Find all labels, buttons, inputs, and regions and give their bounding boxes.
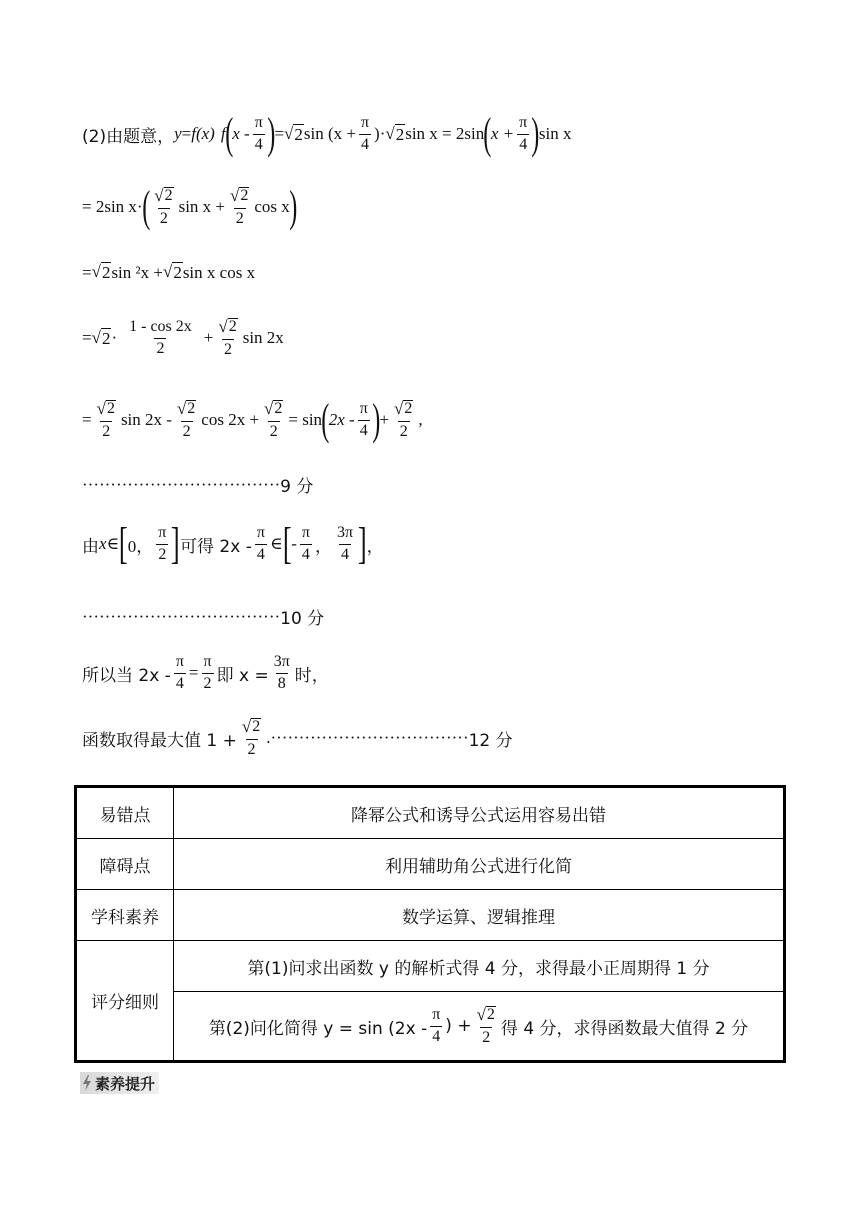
section-badge: 素养提升 — [80, 1072, 159, 1094]
row-value: 数学运算、逻辑推理 — [174, 890, 785, 941]
row-value: 利用辅助角公式进行化简 — [174, 839, 785, 890]
lightning-icon — [82, 1075, 92, 1091]
solution-line-7: 所以当 2x - $\frac{\pi}{4}$ = $\frac{\pi}{2}$ 即 x = $\frac{3\pi}{8}$ 时， — [82, 653, 329, 692]
solution-line-6: 由 x ∈ [ 0， $\frac{\pi}{2}$ ] 可得 2x - $\frac{\pi}{4}$ ∈ [ - $\frac{\pi}{4}$ ， $\frac{3\pi}{4}$ ] ， — [82, 519, 384, 568]
table-row — [76, 839, 785, 890]
row-key: 评分细则 — [76, 941, 174, 1062]
table-row — [76, 992, 785, 1062]
row-key: 学科素养 — [76, 890, 174, 941]
fraction-1-cos2x-over-2: $\frac{1 - \cos 2x}{2}$ — [129, 318, 192, 357]
solution-line-4: = √ 2 · $\frac{1 - \cos 2x}{2}$ + √ 2 2 sin 2x — [82, 317, 284, 358]
fraction-pi-over-4: $\frac{\pi}{4}$ — [254, 113, 263, 153]
fraction-pi-over-4: $\frac{\pi}{4}$ — [360, 113, 370, 153]
solution-line-5: = √ 2 2 sin 2x - √ 2 2 cos 2x + √ 2 2 = sin ( 2x - $\frac{\pi}{4}$ ) + √ 2 2 , — [82, 395, 423, 444]
row-value: 第(1)问求出函数 y 的解析式得 4 分，求得最小正周期得 1 分 — [174, 941, 785, 992]
analysis-table — [74, 785, 786, 1063]
solution-line-2: = 2sin x· ( √ 2 2 sin x + √ 2 2 cos x ) — [82, 182, 298, 231]
row-value: 降幂公式和诱导公式运用容易出错 — [174, 787, 785, 839]
sqrt-2: √ 2 — [284, 123, 303, 144]
fraction-pi-over-4: $\frac{\pi}{4}$ — [519, 113, 528, 153]
table-row — [76, 941, 785, 992]
table-row — [76, 787, 785, 839]
solution-line-1: (2)由题意， y = f (x) f ( x - $\frac{\pi}{4}$ ) = √ 2 sin (x + $\frac{\pi}{4}$ )· √ 2 sin x = 2sin ( x + $\frac{\pi}{4}$ ) sin x — [82, 109, 572, 158]
table-row — [76, 890, 785, 941]
score-line-10: ··································· 10 分 — [82, 606, 325, 629]
fraction-sqrt2-over-2: √ 2 2 — [230, 185, 249, 227]
row-value: 第(2)问化简得 y = sin (2x - $\frac{\pi}{4}$ ) + √ 2 2 得 4 分，求得函数最大值得 2 分 — [174, 992, 785, 1062]
solution-line-8: 函数取得最大值 1 + √ 2 2 .··································· 12 分 — [82, 717, 513, 758]
row-key: 障碍点 — [76, 839, 174, 890]
sqrt-2: √ 2 — [385, 123, 405, 144]
solution-line-3: = √ 2 sin ²x + √ 2 sin x cos x — [82, 262, 256, 282]
fraction-sqrt2-over-2: √ 2 2 — [154, 185, 173, 227]
row-key: 易错点 — [76, 787, 174, 839]
score-line-9: ··································· 9 分 — [82, 474, 314, 497]
fraction-sqrt2-over-2: √ 2 2 — [218, 317, 237, 358]
